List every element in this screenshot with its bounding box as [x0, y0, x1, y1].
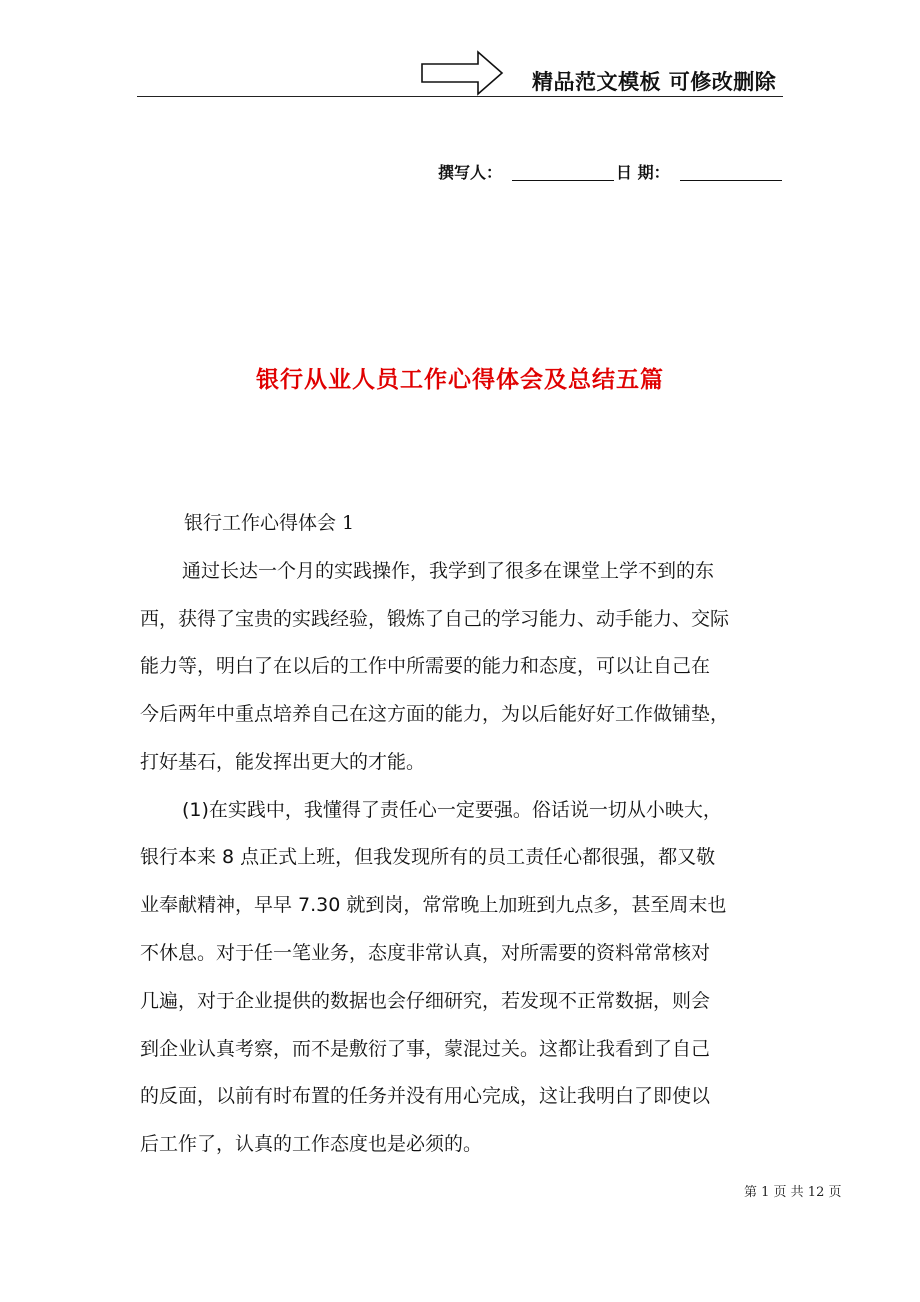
- paragraph-1-line: 通过长达一个月的实践操作，我学到了很多在课堂上学不到的东: [182, 560, 715, 582]
- page-number: 第 1 页 共 12 页: [744, 1185, 842, 1200]
- paragraph-2-line: (1)在实践中，我懂得了责任心一定要强。俗话说一切从小映大，: [182, 799, 722, 821]
- paragraph-1-line: 今后两年中重点培养自己在这方面的能力，为以后能好好工作做铺垫，: [140, 703, 730, 725]
- right-arrow-icon: [420, 50, 504, 96]
- paragraph-2-line: 的反面，以前有时布置的任务并没有用心完成，这让我明白了即使以: [140, 1085, 711, 1107]
- section-heading: 银行工作心得体会 1: [184, 512, 355, 534]
- paragraph-2-line: 银行本来 8 点正式上班，但我发现所有的员工责任心都很强，都又敬: [140, 846, 716, 868]
- author-blank: [512, 180, 614, 181]
- date-blank: [680, 180, 782, 181]
- paragraph-2-line: 不休息。对于任一笔业务，态度非常认真，对所需要的资料常常核对: [140, 942, 711, 964]
- date-label: 日 期：: [616, 163, 670, 182]
- header-label: 精品范文模板 可修改删除: [532, 70, 777, 94]
- paragraph-2-line: 到企业认真考察，而不是敷衍了事，蒙混过关。这都让我看到了自己: [140, 1038, 711, 1060]
- paragraph-1-line: 能力等，明白了在以后的工作中所需要的能力和态度，可以让自己在: [140, 655, 711, 677]
- header-divider: [137, 96, 783, 97]
- document-title: 银行从业人员工作心得体会及总结五篇: [256, 367, 664, 393]
- paragraph-2-line: 业奉献精神，早早 7.30 就到岗，常常晚上加班到九点多，甚至周末也: [140, 894, 727, 916]
- paragraph-1-line: 西，获得了宝贵的实践经验，锻炼了自己的学习能力、动手能力、交际: [140, 608, 730, 630]
- paragraph-2-line: 后工作了，认真的工作态度也是必须的。: [140, 1133, 483, 1155]
- author-label: 撰写人：: [438, 163, 503, 182]
- paragraph-1-line: 打好基石，能发挥出更大的才能。: [140, 751, 426, 773]
- author-date-line: [438, 160, 783, 184]
- paragraph-2-line: 几遍，对于企业提供的数据也会仔细研究，若发现不正常数据，则会: [140, 990, 711, 1012]
